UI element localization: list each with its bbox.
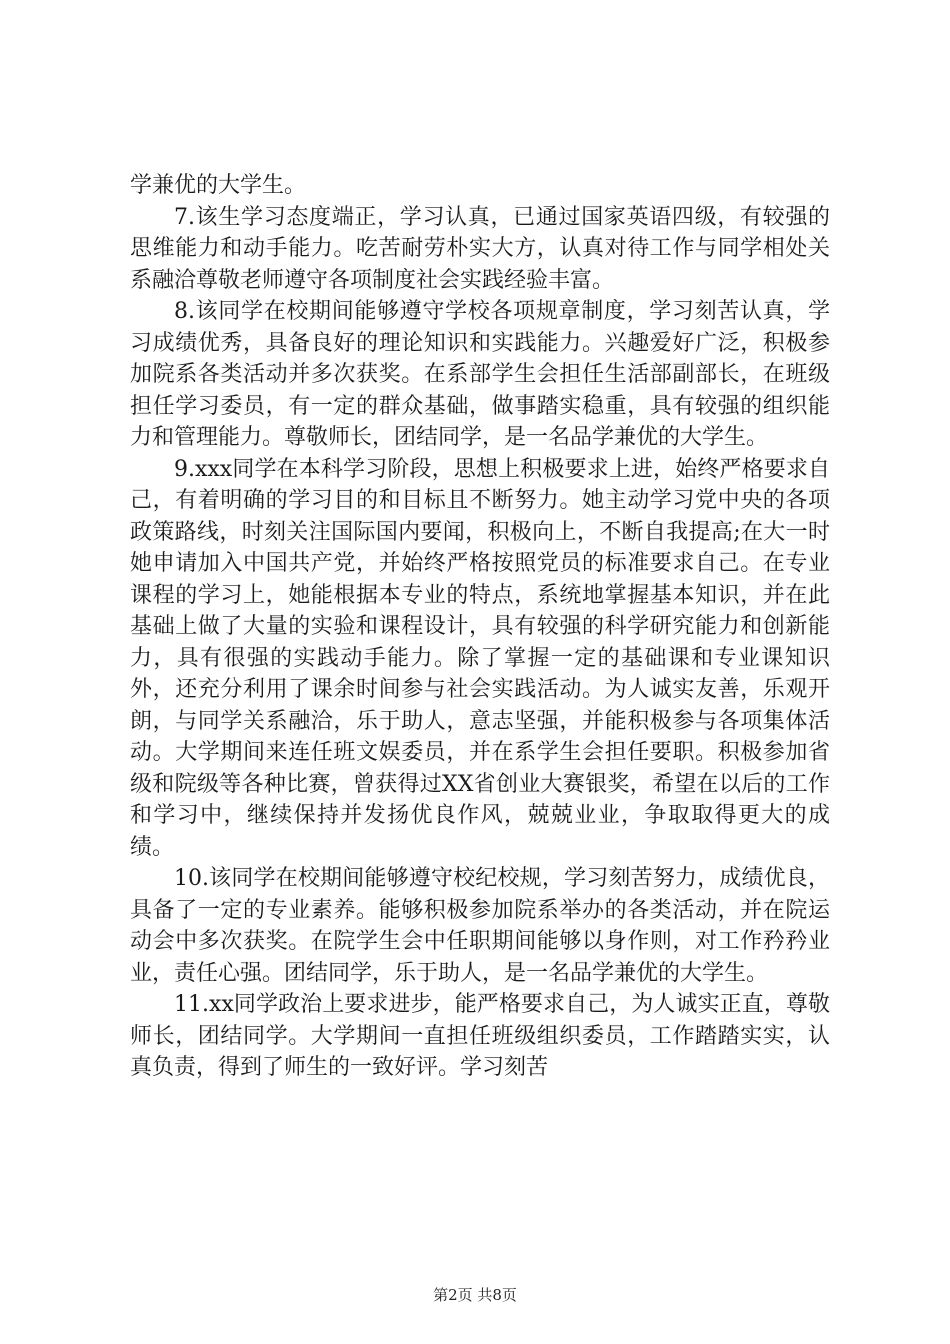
page-footer: 第2页 共8页 — [433, 1286, 517, 1304]
document-body — [130, 170, 830, 1084]
paragraph-2: 8.该同学在校期间能够遵守学校各项规章制度，学习刻苦认真，学习成绩优秀，具备良好的理论知识和实践能力。兴趣爱好广泛，积极参加院系各类活动并多次获奖。在系部学生会担任生活部副部长，在班级担任学习委员，有一定的群众基础，做事踏实稳重，具有较强的组织能力和管理能力。尊敬师长，团结同学，是一名品学兼优的大学生。 — [130, 299, 830, 450]
paragraph-0: 学兼优的大学生。 — [130, 173, 307, 198]
paragraph-4: 10.该同学在校期间能够遵守校纪校规，学习刻苦努力，成绩优良，具备了一定的专业素养。能够积极参加院系举办的各类活动，并在院运动会中多次获奖。在院学生会中任职期间能够以身作则，对工作矜矜业业，责任心强。团结同学，乐于助人，是一名品学兼优的大学生。 — [130, 866, 830, 986]
paragraph-1: 7.该生学习态度端正，学习认真，已通过国家英语四级，有较强的思维能力和动手能力。吃苦耐劳朴实大方，认真对待工作与同学相处关系融洽尊敬老师遵守各项制度社会实践经验丰富。 — [130, 204, 830, 293]
paragraph-3: 9.xxx同学在本科学习阶段，思想上积极要求上进，始终严格要求自己，有着明确的学习目的和目标且不断努力。她主动学习党中央的各项政策路线，时刻关注国际国内要闻，积极向上，不断自我提高;在大一时她申请加入中国共产党，并始终严格按照党员的标准要求自己。在专业课程的学习上，她能根据本专业的特点，系统地掌握基本知识，并在此基础上做了大量的实验和课程设计，具有较强的科学研究能力和创新能力，具有很强的实践动手能力。除了掌握一定的基础课和专业课知识外，还充分利用了课余时间参与社会实践活动。为人诚实友善，乐观开朗，与同学关系融洽，乐于助人，意志坚强，并能积极参与各项集体活动。大学期间来连任班文娱委员，并在系学生会担任要职。积极参加省级和院级等各种比赛，曾获得过XX省创业大赛银奖，希望在以后的工作和学习中，继续保持并发扬优良作风，兢兢业业，争取取得更大的成绩。 — [130, 456, 830, 860]
paragraph-5: 11.xx同学政治上要求进步，能严格要求自己，为人诚实正直，尊敬师长，团结同学。大学期间一直担任班级组织委员，工作踏踏实实，认真负责，得到了师生的一致好评。学习刻苦 — [130, 992, 830, 1080]
